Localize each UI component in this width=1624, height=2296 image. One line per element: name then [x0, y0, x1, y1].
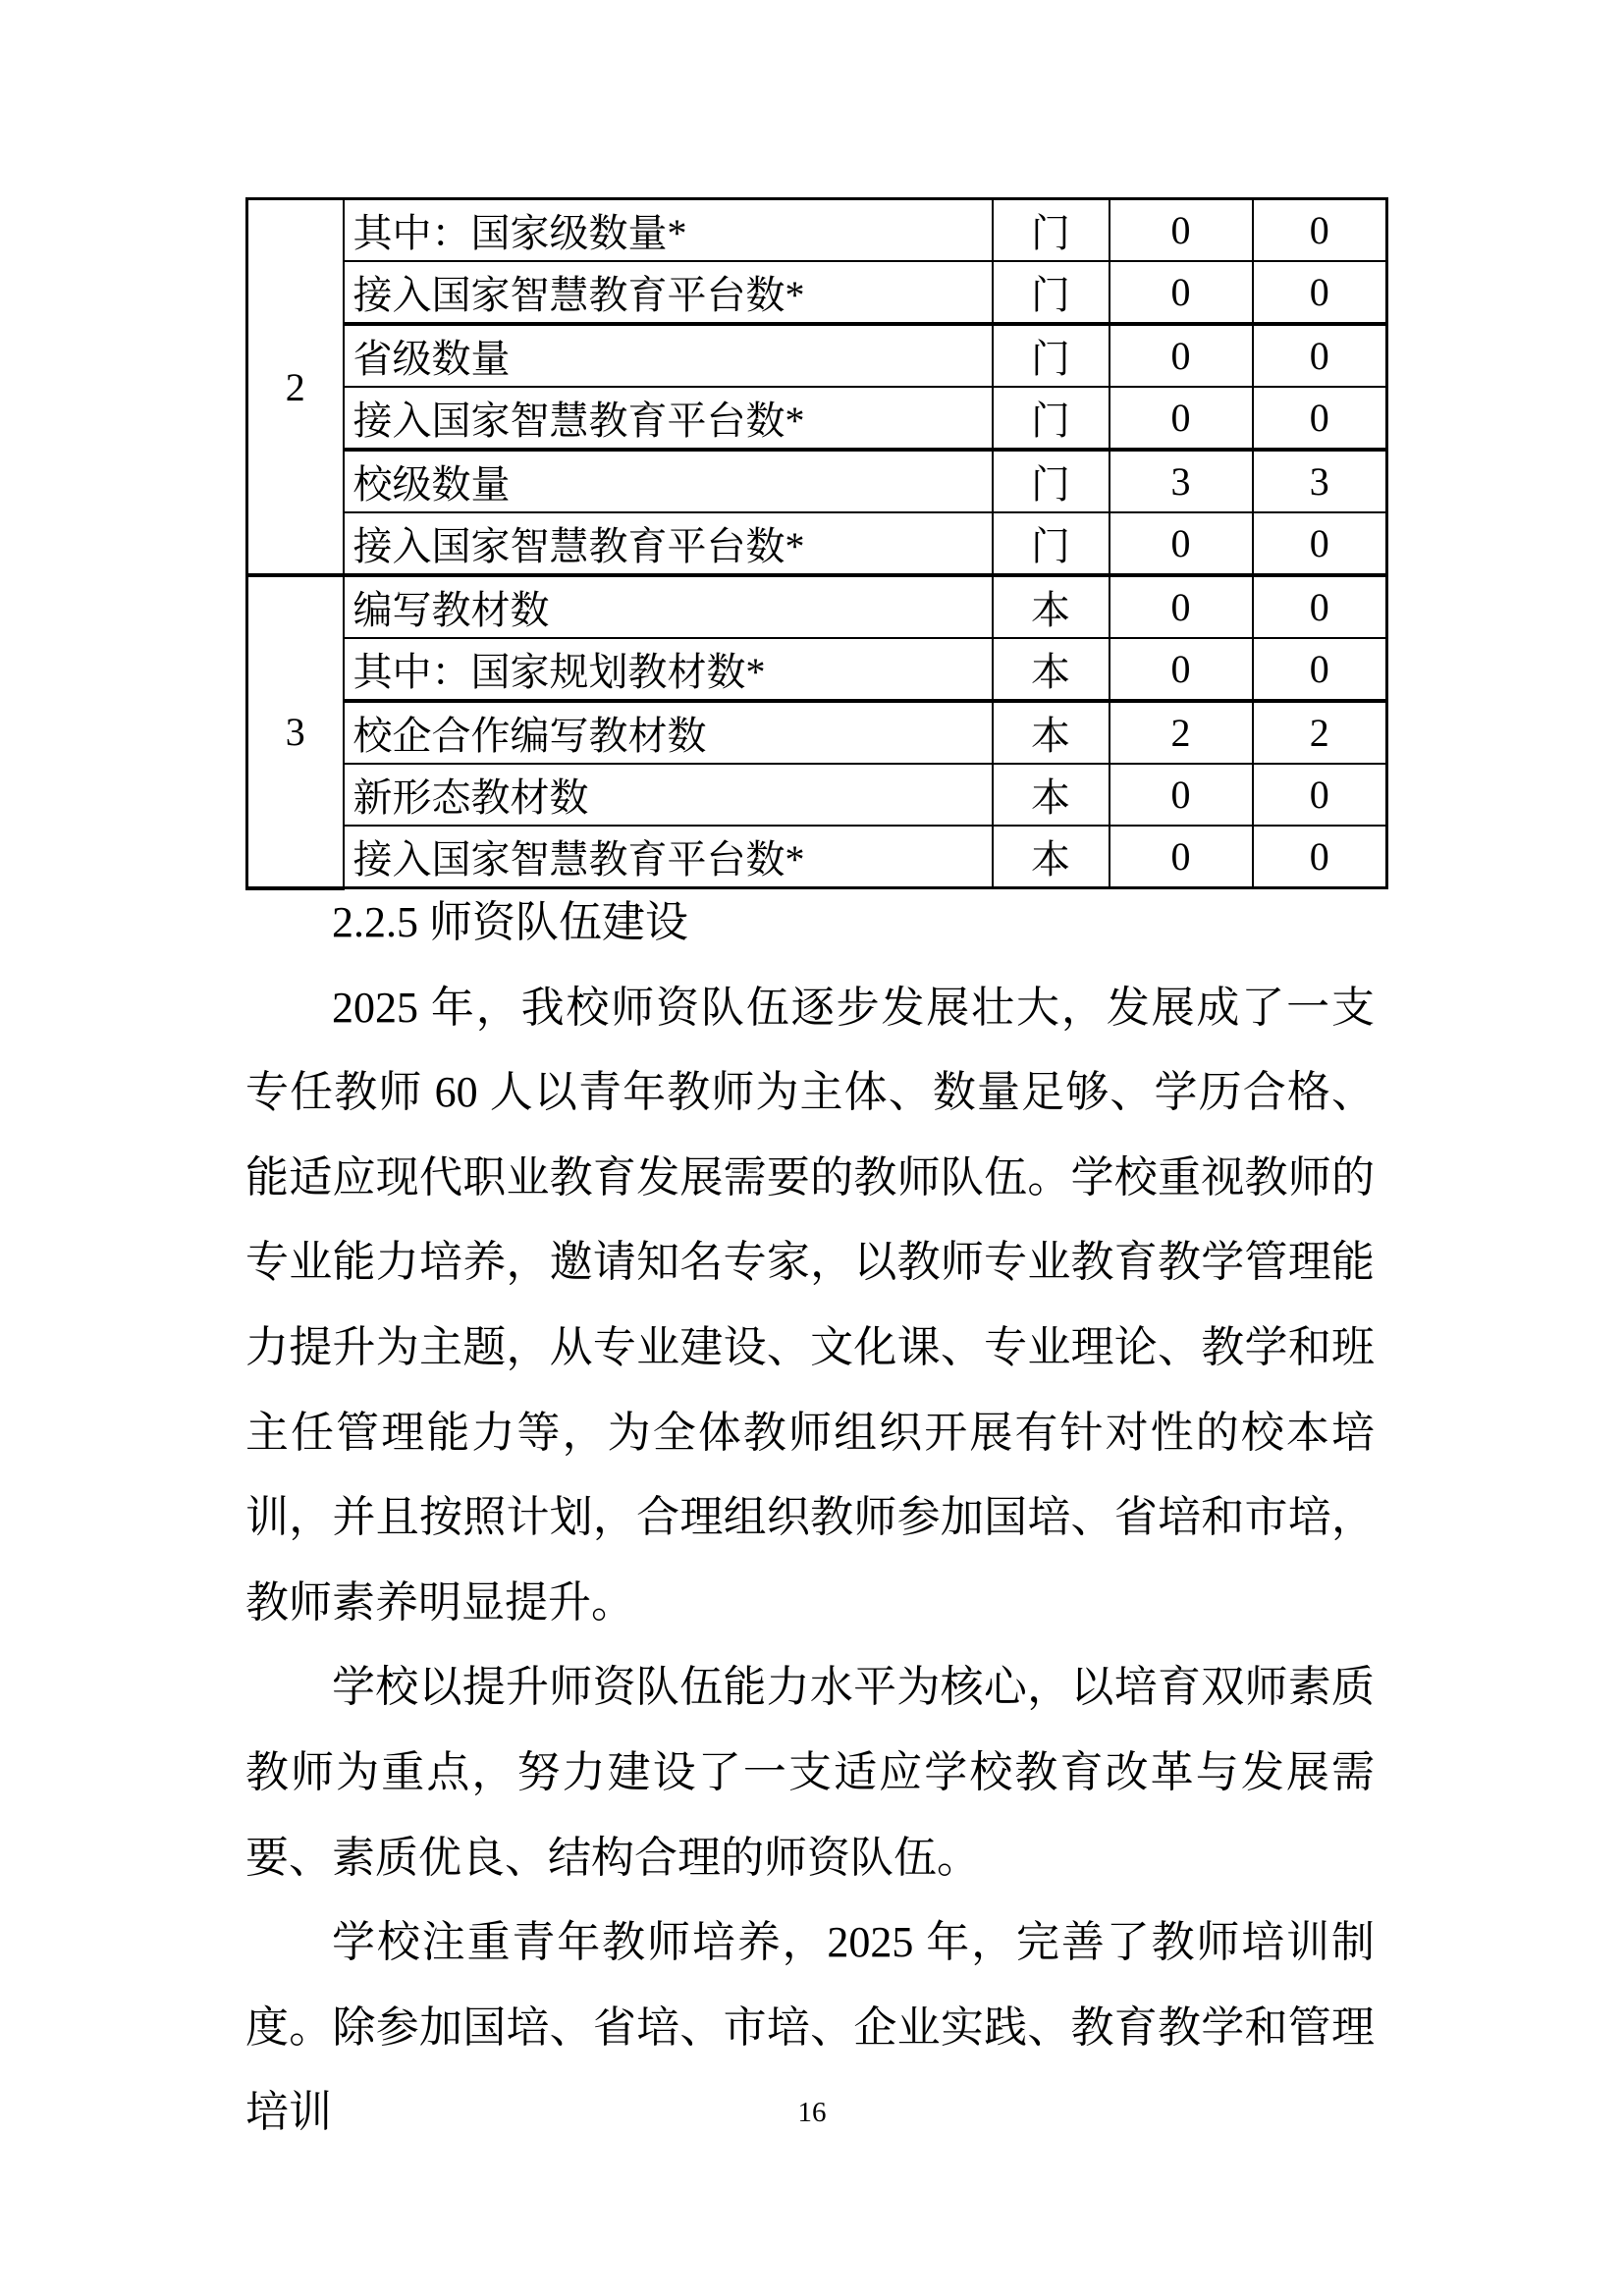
row-group-index: 2 — [247, 199, 344, 576]
table-cell-unit: 门 — [993, 450, 1110, 512]
table-cell-value1: 0 — [1110, 199, 1253, 262]
table-cell-value1: 2 — [1110, 701, 1253, 764]
table-cell-label: 新形态教材数 — [344, 764, 993, 826]
table-row — [247, 826, 1387, 888]
table-cell-unit: 本 — [993, 638, 1110, 701]
table-cell-value2: 0 — [1253, 199, 1387, 262]
table-cell-unit: 门 — [993, 199, 1110, 262]
table-cell-unit: 门 — [993, 324, 1110, 387]
table-cell-label: 其中：国家规划教材数* — [344, 638, 993, 701]
paragraph-1: 2025 年，我校师资队伍逐步发展壮大，发展成了一支专任教师 60 人以青年教师为主体、数量足够、学历合格、能适应现代职业教育发展需要的教师队伍。学校重视教师的专业能力培养，邀请知名专家，以教师专业教育教学管理能力提升为主题，从专业建设、文化课、专业理论、教学和班主任管理能力等，为全体教师组织开展有针对性的校本培训，并且按照计划，合理组织教师参加国培、省培和市培，教师素养明显提升。 — [245, 983, 1375, 1627]
table-cell-value2: 0 — [1253, 261, 1387, 324]
table-cell-label: 接入国家智慧教育平台数* — [344, 826, 993, 888]
table-cell-value1: 0 — [1110, 324, 1253, 387]
table-cell-unit: 门 — [993, 387, 1110, 450]
table-cell-value1: 0 — [1110, 638, 1253, 701]
table-cell-label: 其中：国家级数量* — [344, 199, 993, 262]
table-cell-value2: 2 — [1253, 701, 1387, 764]
table-row — [247, 701, 1387, 764]
section-heading: 2.2.5 师资队伍建设 — [332, 898, 688, 946]
table-cell-unit: 本 — [993, 701, 1110, 764]
table-cell-label: 校企合作编写教材数 — [344, 701, 993, 764]
table-cell-value1: 0 — [1110, 512, 1253, 575]
table-row — [247, 450, 1387, 512]
table-cell-unit: 本 — [993, 764, 1110, 826]
body-text — [245, 881, 1375, 2156]
table-cell-value1: 0 — [1110, 764, 1253, 826]
paragraph-3: 学校注重青年教师培养，2025 年，完善了教师培训制度。除参加国培、省培、市培、企业实践、教育教学和管理培训 — [245, 1918, 1375, 2137]
row-group-index: 3 — [247, 575, 344, 888]
table-cell-unit: 本 — [993, 575, 1110, 638]
table-cell-value1: 0 — [1110, 826, 1253, 888]
table-cell-label: 省级数量 — [344, 324, 993, 387]
table-cell-value1: 0 — [1110, 575, 1253, 638]
table-cell-label: 接入国家智慧教育平台数* — [344, 512, 993, 575]
table-cell-value2: 0 — [1253, 638, 1387, 701]
table-cell-label: 接入国家智慧教育平台数* — [344, 261, 993, 324]
table-cell-value1: 0 — [1110, 387, 1253, 450]
table-cell-label: 接入国家智慧教育平台数* — [344, 387, 993, 450]
table-cell-value2: 3 — [1253, 450, 1387, 512]
table-row — [247, 261, 1387, 324]
table-cell-unit: 门 — [993, 261, 1110, 324]
table-cell-value2: 0 — [1253, 826, 1387, 888]
table-row — [247, 638, 1387, 701]
stats-table — [245, 197, 1388, 890]
table-cell-unit: 门 — [993, 512, 1110, 575]
table-cell-value1: 0 — [1110, 261, 1253, 324]
table-row — [247, 387, 1387, 450]
table-cell-label: 校级数量 — [344, 450, 993, 512]
table-cell-unit: 本 — [993, 826, 1110, 888]
table-row — [247, 199, 1387, 262]
table-cell-value2: 0 — [1253, 575, 1387, 638]
page-number: 16 — [797, 2097, 827, 2128]
table-cell-value1: 3 — [1110, 450, 1253, 512]
paragraph-2: 学校以提升师资队伍能力水平为核心，以培育双师素质教师为重点，努力建设了一支适应学校教育改革与发展需要、素质优良、结构合理的师资队伍。 — [245, 1663, 1375, 1882]
table-cell-value2: 0 — [1253, 512, 1387, 575]
table-cell-value2: 0 — [1253, 764, 1387, 826]
table-row — [247, 764, 1387, 826]
table-cell-value2: 0 — [1253, 324, 1387, 387]
table-cell-value2: 0 — [1253, 387, 1387, 450]
table-row — [247, 575, 1387, 638]
table-cell-label: 编写教材数 — [344, 575, 993, 638]
table-row — [247, 324, 1387, 387]
table-row — [247, 512, 1387, 575]
